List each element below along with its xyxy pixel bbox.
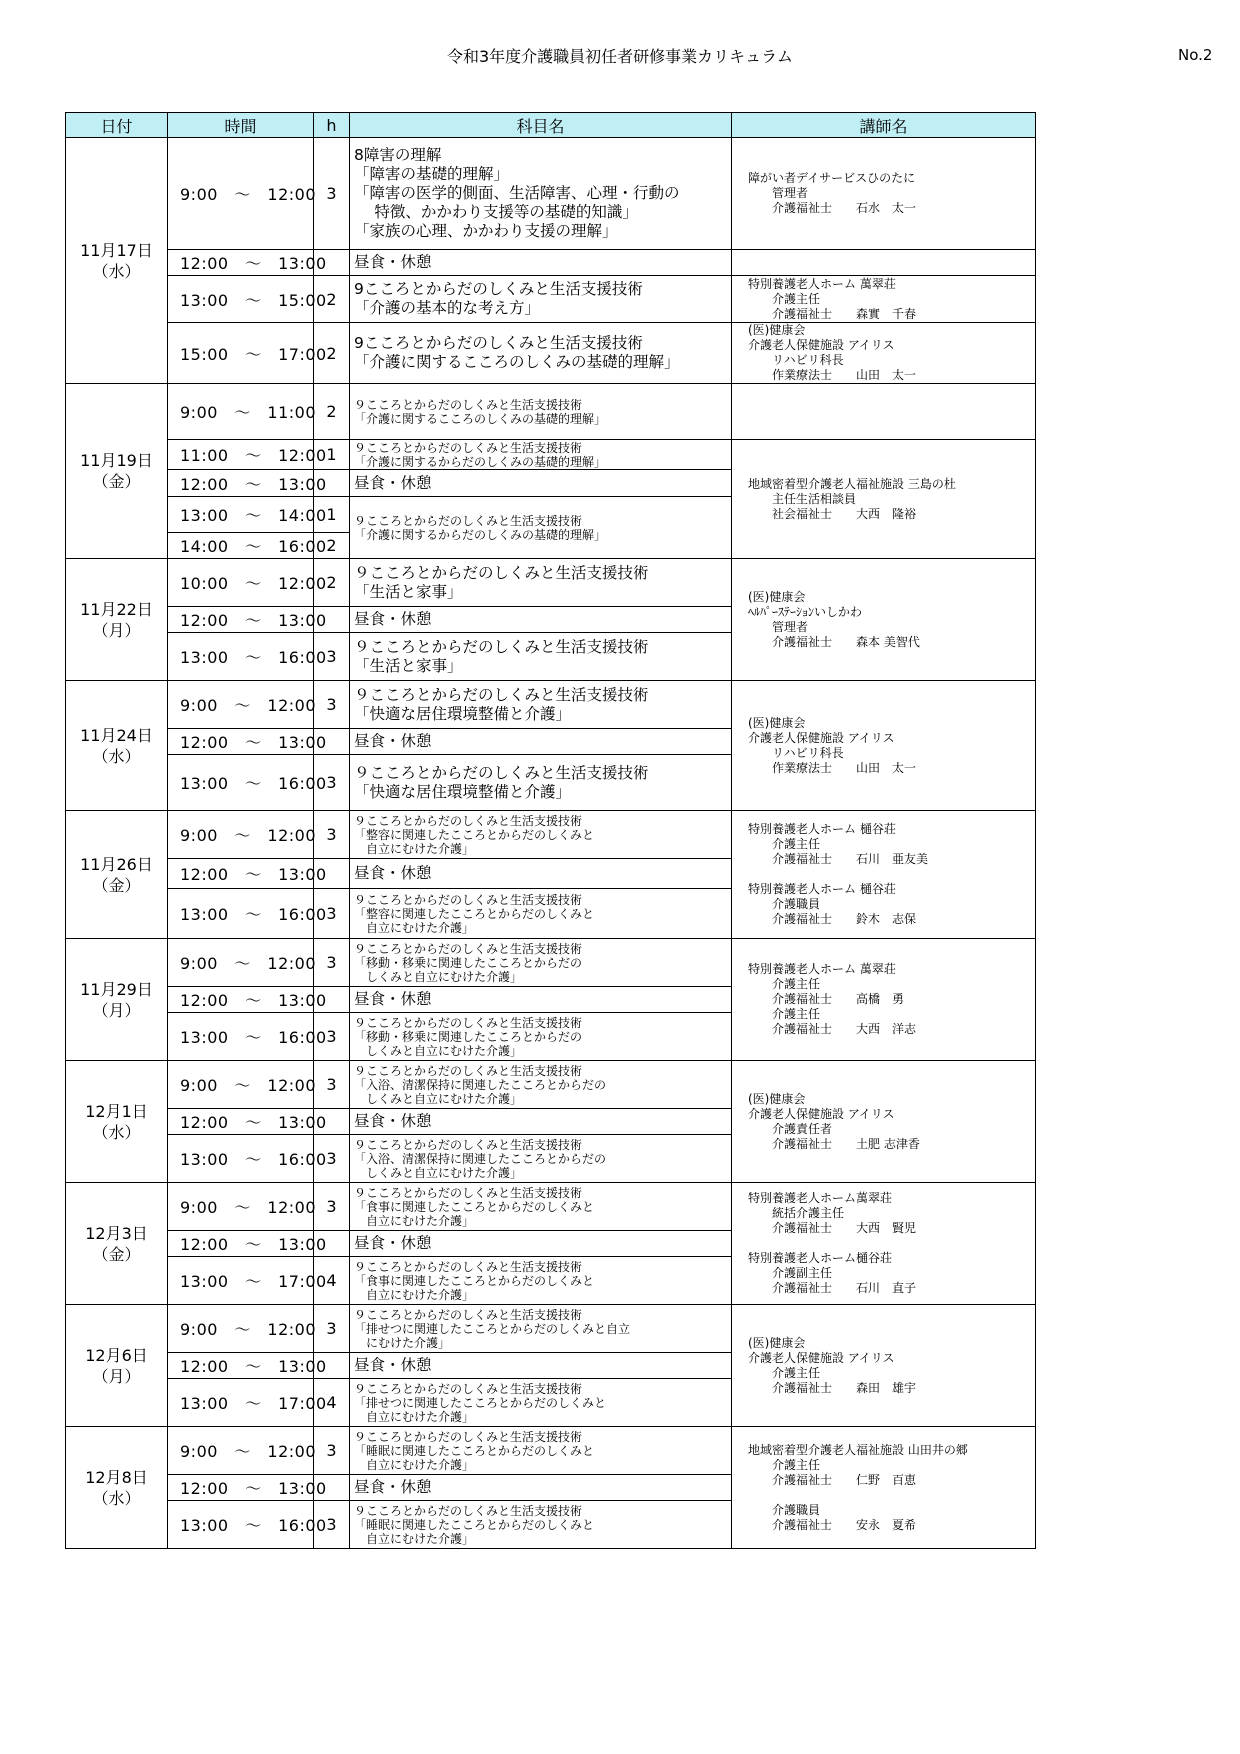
schedule-row	[66, 1427, 1036, 1475]
subject-cell: ９こころとからだのしくみと生活支援技術 「生活と家事」	[350, 559, 732, 607]
time-cell: 9:00 ～ 12:00	[168, 939, 314, 987]
schedule-row	[66, 276, 1036, 323]
hours-cell: 3	[314, 1183, 350, 1231]
time-cell: 9:00 ～ 12:00	[168, 811, 314, 859]
hours-cell: 3	[314, 939, 350, 987]
instructor-cell: 特別養護老人ホーム 樋谷荘 介護主任 介護福祉士 石川 亜友美 特別養護老人ホーム 樋谷荘 介護職員 介護福祉士 鈴木 志保	[732, 811, 1036, 939]
date-cell	[66, 559, 168, 681]
time-cell: 12:00 ～ 13:00	[168, 987, 314, 1013]
hours-cell: 3	[314, 889, 350, 939]
time-cell: 9:00 ～ 12:00	[168, 1061, 314, 1109]
time-cell: 13:00 ～ 16:00	[168, 1501, 314, 1549]
hours-cell: 3	[314, 633, 350, 681]
date-cell	[66, 1427, 168, 1549]
time-cell: 13:00 ～ 17:00	[168, 1379, 314, 1427]
time-cell: 9:00 ～ 12:00	[168, 138, 314, 250]
time-cell: 9:00 ～ 11:00	[168, 384, 314, 440]
instructor-cell: 特別養護老人ホーム 萬翠荘 介護主任 介護福祉士 森實 千春	[732, 276, 1036, 323]
instructor-cell: 地域密着型介護老人福祉施設 三島の杜 主任生活相談員 社会福祉士 大西 隆裕	[732, 440, 1036, 559]
date-cell	[66, 811, 168, 939]
subject-cell: ９こころとからだのしくみと生活支援技術 「睡眠に関連したこころとからだのしくみと 自立にむけた介護」	[350, 1501, 732, 1549]
subject-cell: ９こころとからだのしくみと生活支援技術 「食事に関連したこころとからだのしくみと 自立にむけた介護」	[350, 1183, 732, 1231]
time-cell: 12:00 ～ 13:00	[168, 470, 314, 497]
subject-cell: 昼食・休憩	[350, 729, 732, 755]
time-cell: 13:00 ～ 17:00	[168, 1257, 314, 1305]
subject-cell: ９こころとからだのしくみと生活支援技術 「生活と家事」	[350, 633, 732, 681]
hours-cell: 4	[314, 1379, 350, 1427]
date-cell	[66, 138, 168, 384]
time-cell: 13:00 ～ 14:00	[168, 497, 314, 533]
date-label: 11月24日 （水）	[80, 725, 153, 766]
hours-cell: 3	[314, 1427, 350, 1475]
header-instructor: 講師名	[732, 113, 1036, 138]
time-cell: 15:00 ～ 17:00	[168, 323, 314, 384]
hours-cell: 3	[314, 811, 350, 859]
time-cell: 13:00 ～ 16:00	[168, 633, 314, 681]
time-cell: 14:00 ～ 16:00	[168, 533, 314, 559]
hours-cell: 2	[314, 323, 350, 384]
curriculum-body	[66, 138, 1036, 1549]
date-label: 12月6日 （月）	[85, 1345, 148, 1386]
date-cell	[66, 1061, 168, 1183]
date-label: 11月17日 （水）	[80, 240, 153, 281]
instructor-cell: (医)健康会 介護老人保健施設 アイリス 介護主任 介護福祉士 森田 雄宇	[732, 1305, 1036, 1427]
schedule-row	[66, 939, 1036, 987]
header-date: 日付	[66, 113, 168, 138]
hours-cell: 2	[314, 384, 350, 440]
instructor-cell: (医)健康会 介護老人保健施設 アイリス リハビリ科長 作業療法士 山田 太一	[732, 681, 1036, 811]
schedule-row	[66, 440, 1036, 470]
time-cell: 9:00 ～ 12:00	[168, 1305, 314, 1353]
subject-cell: ９こころとからだのしくみと生活支援技術 「快適な居住環境整備と介護」	[350, 681, 732, 729]
instructor-cell: 地域密着型介護老人福祉施設 山田井の郷 介護主任 介護福祉士 仁野 百恵 介護職員 介護福祉士 安永 夏希	[732, 1427, 1036, 1549]
subject-cell: ９こころとからだのしくみと生活支援技術 「整容に関連したこころとからだのしくみと 自立にむけた介護」	[350, 889, 732, 939]
hours-cell: 3	[314, 681, 350, 729]
schedule-row	[66, 559, 1036, 607]
subject-cell: ９こころとからだのしくみと生活支援技術 「入浴、清潔保持に関連したこころとからだの しくみと自立にむけた介護」	[350, 1135, 732, 1183]
hours-cell: 2	[314, 559, 350, 607]
time-cell: 13:00 ～ 16:00	[168, 889, 314, 939]
schedule-row	[66, 384, 1036, 440]
instructor-cell	[732, 384, 1036, 440]
page-number: No.2	[1178, 46, 1213, 64]
instructor-cell	[732, 250, 1036, 276]
hours-cell: 2	[314, 276, 350, 323]
instructor-cell: (医)健康会 介護老人保健施設 アイリス 介護責任者 介護福祉士 土肥 志津香	[732, 1061, 1036, 1183]
time-cell: 13:00 ～ 16:00	[168, 1013, 314, 1061]
time-cell: 13:00 ～ 16:00	[168, 1135, 314, 1183]
date-cell	[66, 1183, 168, 1305]
time-cell: 13:00 ～ 15:00	[168, 276, 314, 323]
subject-cell: ９こころとからだのしくみと生活支援技術 「介護に関するこころのしくみの基礎的理解」	[350, 384, 732, 440]
subject-cell: 昼食・休憩	[350, 607, 732, 633]
hours-cell: 4	[314, 1257, 350, 1305]
header-time: 時間	[168, 113, 314, 138]
hours-cell: 3	[314, 755, 350, 811]
schedule-row	[66, 250, 1036, 276]
subject-cell: 昼食・休憩	[350, 1353, 732, 1379]
time-cell: 12:00 ～ 13:00	[168, 1475, 314, 1501]
schedule-row	[66, 1183, 1036, 1231]
schedule-row	[66, 1061, 1036, 1109]
subject-cell: 昼食・休憩	[350, 859, 732, 889]
subject-cell: ９こころとからだのしくみと生活支援技術 「介護に関するからだのしくみの基礎的理解」	[350, 440, 732, 470]
subject-cell: ９こころとからだのしくみと生活支援技術 「入浴、清潔保持に関連したこころとからだの しくみと自立にむけた介護」	[350, 1061, 732, 1109]
schedule-row	[66, 811, 1036, 859]
time-cell: 12:00 ～ 13:00	[168, 859, 314, 889]
hours-cell: 1	[314, 440, 350, 470]
subject-cell: 9こころとからだのしくみと生活支援技術 「介護に関するこころのしくみの基礎的理解」	[350, 323, 732, 384]
page-title: 令和3年度介護職員初任者研修事業カリキュラム	[446, 47, 794, 66]
time-cell: 9:00 ～ 12:00	[168, 681, 314, 729]
date-label: 12月3日 （金）	[85, 1223, 148, 1264]
subject-cell: 8障害の理解 「障害の基礎的理解」 「障害の医学的側面、生活障害、心理・行動の 特徴、かかわり支援等の基礎的知識」 「家族の心理、かかわり支援の理解」	[350, 138, 732, 250]
subject-cell: ９こころとからだのしくみと生活支援技術 「排せつに関連したこころとからだのしくみと自立 にむけた介護」	[350, 1305, 732, 1353]
header-subject: 科目名	[350, 113, 732, 138]
subject-cell: 昼食・休憩	[350, 1475, 732, 1501]
instructor-cell: 特別養護老人ホーム 萬翠荘 介護主任 介護福祉士 高橋 勇 介護主任 介護福祉士 大西 洋志	[732, 939, 1036, 1061]
date-cell	[66, 1305, 168, 1427]
instructor-cell: 障がい者デイサービスひのたに 管理者 介護福祉士 石水 太一	[732, 138, 1036, 250]
schedule-row	[66, 323, 1036, 384]
subject-cell: 昼食・休憩	[350, 987, 732, 1013]
time-cell: 12:00 ～ 13:00	[168, 1231, 314, 1257]
hours-cell: 2	[314, 533, 350, 559]
subject-cell: 昼食・休憩	[350, 1231, 732, 1257]
date-cell	[66, 681, 168, 811]
subject-cell: ９こころとからだのしくみと生活支援技術 「快適な居住環境整備と介護」	[350, 755, 732, 811]
instructor-cell: (医)健康会 介護老人保健施設 アイリス リハビリ科長 作業療法士 山田 太一	[732, 323, 1036, 384]
time-cell: 13:00 ～ 16:00	[168, 755, 314, 811]
schedule-row	[66, 1305, 1036, 1353]
time-cell: 12:00 ～ 13:00	[168, 250, 314, 276]
date-cell	[66, 939, 168, 1061]
instructor-cell: (医)健康会 ﾍﾙﾊﾟｰｽﾃｰｼｮﾝいしかわ 管理者 介護福祉士 森本 美智代	[732, 559, 1036, 681]
subject-cell: ９こころとからだのしくみと生活支援技術 「移動・移乗に関連したこころとからだの しくみと自立にむけた介護」	[350, 939, 732, 987]
date-label: 11月26日 （金）	[80, 854, 153, 895]
schedule-row	[66, 681, 1036, 729]
curriculum-table	[65, 112, 1036, 1549]
subject-cell: ９こころとからだのしくみと生活支援技術 「食事に関連したこころとからだのしくみと 自立にむけた介護」	[350, 1257, 732, 1305]
time-cell: 11:00 ～ 12:00	[168, 440, 314, 470]
subject-cell: 昼食・休憩	[350, 470, 732, 497]
hours-cell: 3	[314, 138, 350, 250]
date-label: 11月19日 （金）	[80, 451, 153, 491]
time-cell: 12:00 ～ 13:00	[168, 607, 314, 633]
date-label: 11月29日 （月）	[80, 979, 153, 1020]
subject-cell: 昼食・休憩	[350, 1109, 732, 1135]
time-cell: 9:00 ～ 12:00	[168, 1427, 314, 1475]
time-cell: 12:00 ～ 13:00	[168, 1109, 314, 1135]
header-hours: h	[314, 113, 350, 138]
hours-cell: 3	[314, 1061, 350, 1109]
subject-cell: 昼食・休憩	[350, 250, 732, 276]
date-cell	[66, 384, 168, 559]
hours-cell: 3	[314, 1305, 350, 1353]
subject-cell: ９こころとからだのしくみと生活支援技術 「排せつに関連したこころとからだのしくみと 自立にむけた介護」	[350, 1379, 732, 1427]
hours-cell: 1	[314, 497, 350, 533]
subject-cell: ９こころとからだのしくみと生活支援技術 「整容に関連したこころとからだのしくみと 自立にむけた介護」	[350, 811, 732, 859]
subject-cell: 9こころとからだのしくみと生活支援技術 「介護の基本的な考え方」	[350, 276, 732, 323]
date-label: 12月8日 （水）	[85, 1467, 148, 1508]
date-label: 12月1日 （水）	[85, 1101, 148, 1142]
time-cell: 12:00 ～ 13:00	[168, 729, 314, 755]
hours-cell: 3	[314, 1135, 350, 1183]
subject-cell: ９こころとからだのしくみと生活支援技術 「睡眠に関連したこころとからだのしくみと 自立にむけた介護」	[350, 1427, 732, 1475]
subject-cell: ９こころとからだのしくみと生活支援技術 「移動・移乗に関連したこころとからだの しくみと自立にむけた介護」	[350, 1013, 732, 1061]
time-cell: 9:00 ～ 12:00	[168, 1183, 314, 1231]
hours-cell: 3	[314, 1501, 350, 1549]
subject-cell: ９こころとからだのしくみと生活支援技術 「介護に関するからだのしくみの基礎的理解」	[350, 497, 732, 559]
date-label: 11月22日 （月）	[80, 599, 153, 640]
hours-cell: 3	[314, 1013, 350, 1061]
instructor-cell: 特別養護老人ホーム萬翠荘 統括介護主任 介護福祉士 大西 賢児 特別養護老人ホーム樋谷荘 介護副主任 介護福祉士 石川 直子	[732, 1183, 1036, 1305]
schedule-row	[66, 138, 1036, 250]
header-row	[66, 113, 1036, 138]
time-cell: 10:00 ～ 12:00	[168, 559, 314, 607]
time-cell: 12:00 ～ 13:00	[168, 1353, 314, 1379]
